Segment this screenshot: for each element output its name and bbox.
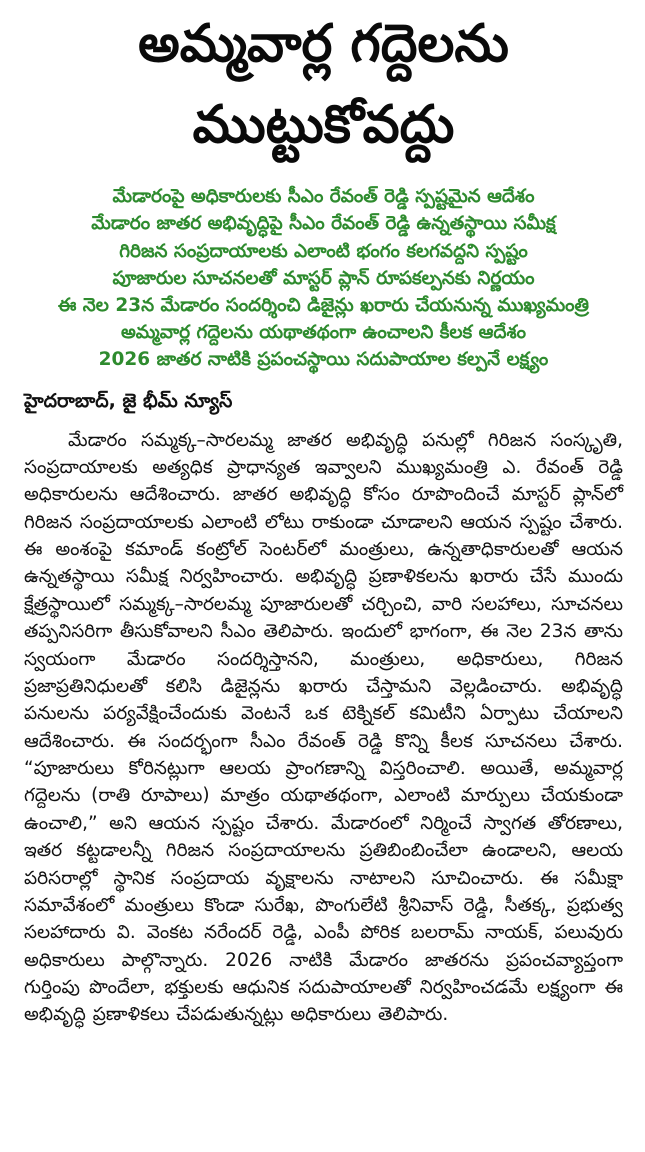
subhead-line-3: గిరిజన సంప్రదాయాలకు ఎలాంటి భంగం కలగవద్దని స్పష్టం — [119, 240, 528, 262]
subhead-line-5: ఈ నెల 23న మేడారం సందర్శించి డిజైన్లు ఖరారు చేయనున్న ముఖ్యమంత్రి — [57, 294, 590, 316]
headline-line-1: అమ్మవార్ల గద్దెలను — [138, 14, 509, 74]
dateline: హైదరాబాద్, జై భీమ్ న్యూస్ — [24, 389, 233, 412]
subhead-line-7: 2026 జాతర నాటికి ప్రపంచస్థాయి సదుపాయాల కల్పనే లక్ష్యం — [98, 349, 549, 371]
subhead-line-2: మేడారం జాతర అభివృద్ధిపై సీఎం రేవంత్ రెడ్డి ఉన్నతస్థాయి సమీక్ష — [91, 213, 556, 235]
subhead-line-6: అమ్మవార్ల గద్దెలను యథాతథంగా ఉంచాలని కీలక ఆదేశం — [121, 322, 526, 344]
subheadings-block — [24, 183, 623, 373]
subhead-line-1: మేడారంపై అధికారులకు సీఎం రేవంత్ రెడ్డి స్పష్టమైన ఆదేశం — [112, 186, 535, 208]
article-headline — [24, 4, 623, 165]
subhead-line-4: పూజారుల సూచనలతో మాస్టర్ ప్లాన్ రూపకల్పనకు నిర్ణయం — [112, 267, 535, 289]
article-body: మేడారం సమ్మక్క–సారలమ్మ జాతర అభివృద్ధి పనుల్లో గిరిజన సంస్కృతి, సంప్రదాయాలకు అత్యధిక ప్రాధాన్యత ఇవ్వాలని ముఖ్యమంత్రి ఎ. రేవంత్ రెడ్డి అధికారులను ఆదేశించారు. జాతర అభివృద్ధి కోసం రూపొందించే మాస్టర్ ప్లాన్‌లో గిరిజన సంప్రదాయాలకు ఎలాంటి లోటు రాకుండా చూడాలని ఆయన స్పష్టం చేశారు. ఈ అంశంపై కమాండ్ కంట్రోల్ సెంటర్‌లో మంత్రులు, ఉన్నతాధికారులతో ఆయన ఉన్నతస్థాయి సమీక్ష నిర్వహించారు. అభివృద్ధి ప్రణాళికలను ఖరారు చేసే ముందు క్షేత్రస్థాయిలో సమ్మక్క–సారలమ్మ పూజారులతో చర్చించి, వారి సలహాలు, సూచనలు తప్పనిసరిగా తీసుకోవాలని సీఎం తెలిపారు. ఇందులో భాగంగా, ఈ నెల 23న తాను స్వయంగా మేడారం సందర్శిస్తానని, మంత్రులు, అధికారులు, గిరిజన ప్రజాప్రతినిధులతో కలిసి డిజైన్లను ఖరారు చేస్తామని వెల్లడించారు. అభివృద్ధి పనులను పర్యవేక్షించేందుకు వెంటనే ఒక టెక్నికల్ కమిటీని ఏర్పాటు చేయాలని ఆదేశించారు. ఈ సందర్భంగా సీఎం రేవంత్ రెడ్డి కొన్ని కీలక సూచనలు చేశారు. “పూజారులు కోరినట్లుగా ఆలయ ప్రాంగణాన్ని విస్తరించాలి. అయితే, అమ్మవార్ల గద్దెలను (రాతి రూపాలు) మాత్రం యథాతథంగా, ఎలాంటి మార్పులు చేయకుండా ఉంచాలి,” అని ఆయన స్పష్టం చేశారు. మేడారంలో నిర్మించే స్వాగత తోరణాలు, ఇతర కట్టడాలన్నీ గిరిజన సంప్రదాయాలను ప్రతిబింబించేలా ఉండాలని, ఆలయ పరిసరాల్లో స్థానిక సంప్రదాయ వృక్షాలను నాటాలని సూచించారు. ఈ సమీక్షా సమావేశంలో మంత్రులు కొండా సురేఖ, పొంగులేటి శ్రీనివాస్ రెడ్డి, సీతక్క, ప్రభుత్వ సలహాదారు వి. వెంకట నరేందర్ రెడ్డి, ఎంపీ పోరిక బలరామ్ నాయక్, పలువురు అధికారులు పాల్గొన్నారు. 2026 నాటికి మేడారం జాతరను ప్రపంచవ్యాప్తంగా గుర్తింపు పొందేలా, భక్తులకు ఆధునిక సదుపాయాలతో నిర్వహించడమే లక్ష్యంగా ఈ అభివృద్ధి ప్రణాళికలు చేపడుతున్నట్లు అధికారులు తెలిపారు. — [24, 429, 623, 1026]
headline-line-2: ముట్టుకోవద్దు — [192, 94, 455, 155]
